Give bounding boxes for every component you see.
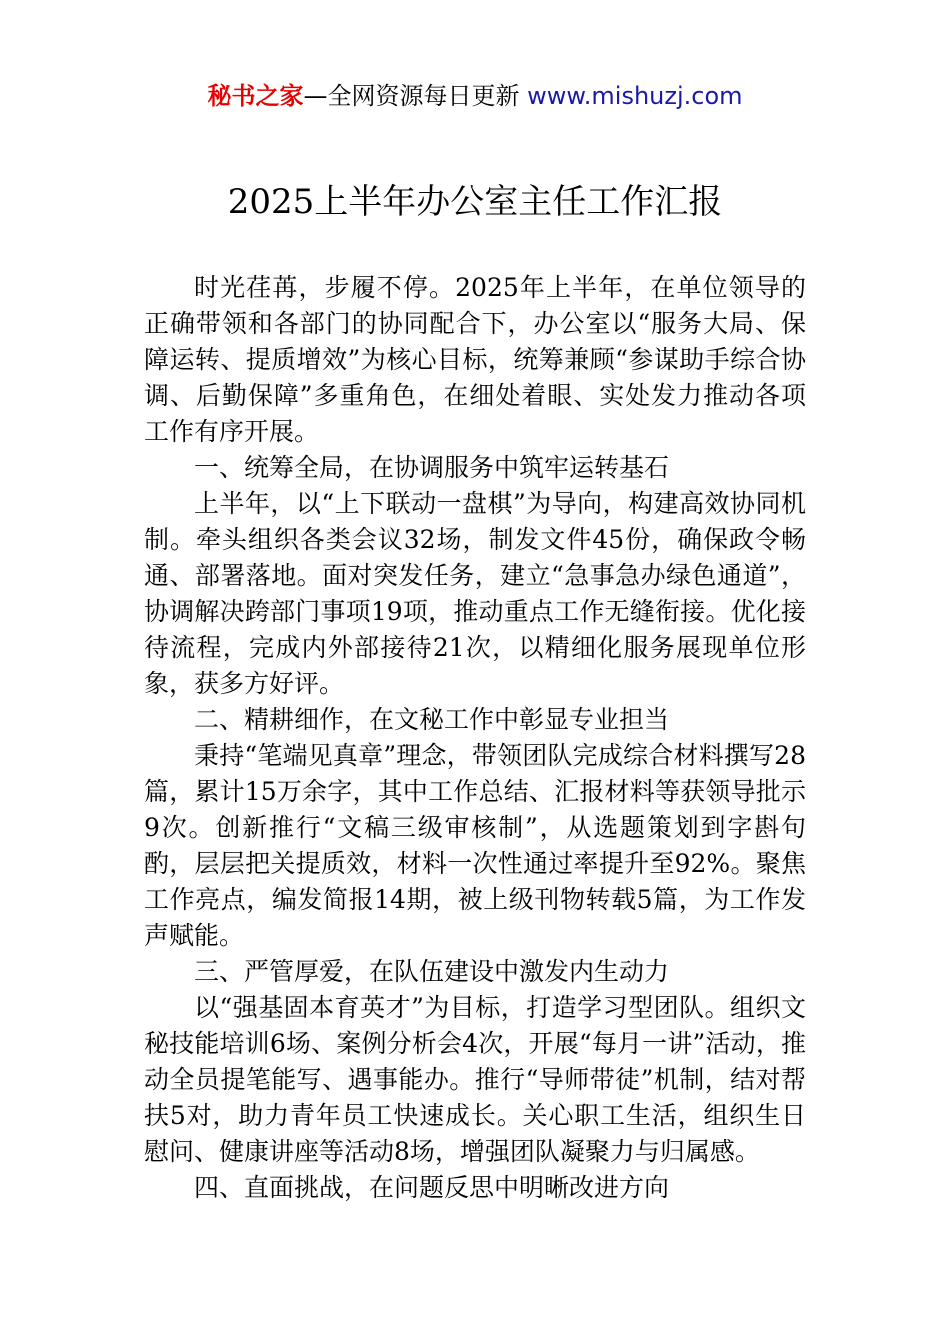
section-paragraph-2: 秉持“笔端见真章”理念，带领团队完成综合材料撰写28篇，累计15万余字，其中工作总结、汇报材料等获领导批示9次。创新推行“文稿三级审核制”，从选题策划到字斟句酌，层层把关提质效，材料一次性通过率提升至92%。聚焦工作亮点，编发简报14期，被上级刊物转载5篇，为工作发声赋能。: [144, 741, 806, 950]
banner-tagline: —全网资源每日更新: [303, 82, 520, 110]
section-heading-2: 二、精耕细作，在文秘工作中彰显专业担当: [194, 705, 670, 734]
section-heading-3: 三、严管厚爱，在队伍建设中激发内生动力: [194, 957, 670, 986]
site-url[interactable]: www.mishuzj.com: [527, 82, 743, 110]
section-heading-1: 一、统筹全局，在协调服务中筑牢运转基石: [194, 453, 670, 482]
brand-name: 秘书之家: [207, 82, 304, 110]
section-heading-4: 四、直面挑战，在问题反思中明晰改进方向: [194, 1173, 670, 1202]
site-banner: [0, 80, 950, 112]
section-paragraph-1: 上半年，以“上下联动一盘棋”为导向，构建高效协同机制。牵头组织各类会议32场，制发文件45份，确保政令畅通、部署落地。面对突发任务，建立“急事急办绿色通道”，协调解决跨部门事项19项，推动重点工作无缝衔接。优化接待流程，完成内外部接待21次，以精细化服务展现单位形象，获多方好评。: [144, 489, 806, 698]
intro-paragraph: 时光荏苒，步履不停。2025年上半年，在单位领导的正确带领和各部门的协同配合下，办公室以“服务大局、保障运转、提质增效”为核心目标，统筹兼顾“参谋助手综合协调、后勤保障”多重角色，在细处着眼、实处发力推动各项工作有序开展。: [144, 273, 806, 446]
document-title: 2025上半年办公室主任工作汇报: [227, 182, 723, 222]
document-body: [144, 270, 806, 1206]
section-paragraph-3: 以“强基固本育英才”为目标，打造学习型团队。组织文秘技能培训6场、案例分析会4次，开展“每月一讲”活动，推动全员提笔能写、遇事能办。推行“导师带徒”机制，结对帮扶5对，助力青年员工快速成长。关心职工生活，组织生日慰问、健康讲座等活动8场，增强团队凝聚力与归属感。: [144, 993, 806, 1166]
